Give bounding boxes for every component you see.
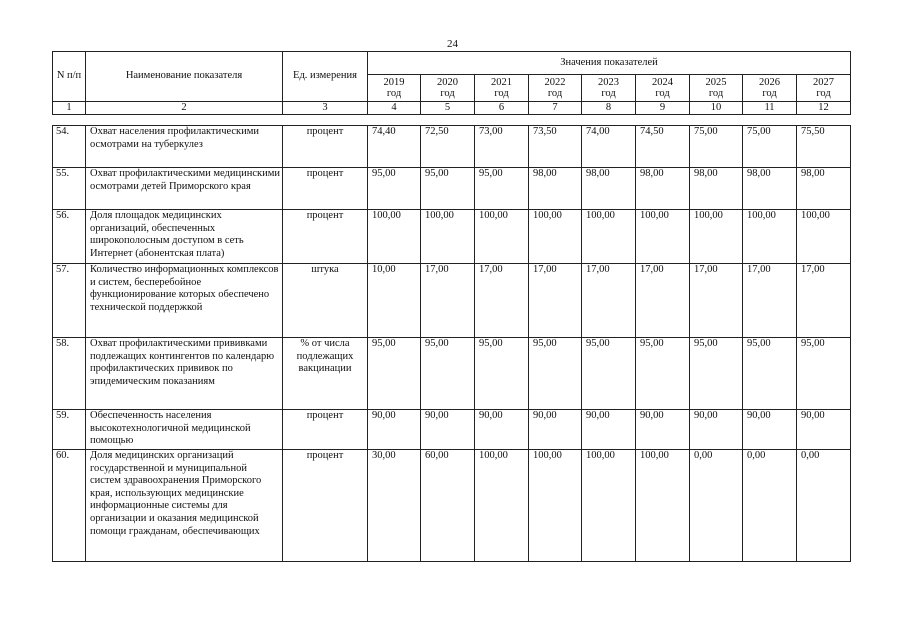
indicator-value: 100,00	[529, 450, 582, 562]
row-number: 54.	[53, 126, 86, 168]
row-number: 55.	[53, 168, 86, 210]
indicator-value: 98,00	[636, 168, 690, 210]
indicator-value: 0,00	[797, 450, 851, 562]
indicator-value: 73,50	[529, 126, 582, 168]
indicator-value: 0,00	[690, 450, 743, 562]
indicator-value: 90,00	[636, 410, 690, 450]
row-number: 56.	[53, 210, 86, 264]
indicator-value: 17,00	[582, 264, 636, 338]
indicator-value: 30,00	[368, 450, 421, 562]
indicator-value: 100,00	[582, 450, 636, 562]
indicator-name: Обеспеченность населения высокотехнологичной медицинской помощью	[86, 410, 283, 450]
column-index: 8	[582, 102, 636, 115]
year-suffix: год	[762, 88, 777, 99]
indicator-value: 100,00	[475, 450, 529, 562]
year-label: 2027	[813, 77, 834, 88]
indicator-name: Охват профилактическими прививками подлежащих контингентов по календарю профилактических прививок по эпидемическим показаниям	[86, 338, 283, 410]
year-suffix: год	[547, 88, 563, 99]
indicator-name: Охват профилактическими медицинскими осмотрами детей Приморского края	[86, 168, 283, 210]
indicator-value: 10,00	[368, 264, 421, 338]
year-label: 2025	[705, 77, 727, 88]
year-suffix: год	[708, 88, 724, 99]
column-index: 4	[368, 102, 421, 115]
table-row	[53, 264, 851, 338]
indicator-value: 90,00	[421, 410, 475, 450]
indicator-value: 98,00	[529, 168, 582, 210]
indicator-value: 95,00	[797, 338, 851, 410]
indicator-value: 95,00	[421, 168, 475, 210]
year-suffix: год	[440, 88, 455, 99]
indicator-value: 100,00	[743, 210, 797, 264]
indicator-name: Доля площадок медицинских организаций, обеспеченных широкополосным доступом в сеть Интернет (абонентская плата)	[86, 210, 283, 264]
unit-of-measure: процент	[283, 210, 368, 264]
indicator-value: 74,50	[636, 126, 690, 168]
indicator-value: 90,00	[690, 410, 743, 450]
year-label: 2026	[759, 77, 780, 88]
column-index: 6	[475, 102, 529, 115]
indicator-value: 100,00	[475, 210, 529, 264]
indicator-value: 95,00	[529, 338, 582, 410]
indicator-value: 90,00	[797, 410, 851, 450]
indicator-value: 17,00	[636, 264, 690, 338]
column-index: 2	[86, 102, 283, 115]
year-header	[636, 75, 690, 102]
indicator-value: 72,50	[421, 126, 475, 168]
row-number: 59.	[53, 410, 86, 450]
indicator-value: 17,00	[743, 264, 797, 338]
indicator-value: 75,50	[797, 126, 851, 168]
indicator-value: 90,00	[582, 410, 636, 450]
year-suffix: год	[386, 88, 402, 99]
indicator-value: 17,00	[421, 264, 475, 338]
row-number: 58.	[53, 338, 86, 410]
indicator-name: Количество информационных комплексов и систем, бесперебойное функционирование которых обеспечено технической поддержкой	[86, 264, 283, 338]
indicator-name: Охват населения профилактическими осмотрами на туберкулез	[86, 126, 283, 168]
unit-of-measure: штука	[283, 264, 368, 338]
table-row	[53, 338, 851, 410]
column-index: 1	[53, 102, 86, 115]
column-index: 9	[636, 102, 690, 115]
header-col-unit: Ед. измерения	[283, 52, 368, 102]
year-suffix: год	[655, 88, 670, 99]
unit-of-measure: процент	[283, 410, 368, 450]
year-label: 2020	[437, 77, 458, 88]
indicator-value: 95,00	[636, 338, 690, 410]
year-label: 2019	[383, 77, 405, 88]
year-suffix: год	[816, 88, 831, 99]
table-row	[53, 168, 851, 210]
page-number: 24	[447, 38, 458, 50]
year-header	[368, 75, 421, 102]
column-index: 7	[529, 102, 582, 115]
indicator-value: 100,00	[421, 210, 475, 264]
indicator-value: 75,00	[743, 126, 797, 168]
year-label: 2023	[598, 77, 619, 88]
year-suffix: год	[494, 88, 509, 99]
column-index: 5	[421, 102, 475, 115]
year-header	[475, 75, 529, 102]
indicator-value: 98,00	[797, 168, 851, 210]
table-row	[53, 410, 851, 450]
year-header	[743, 75, 797, 102]
header-col-name: Наименование показателя	[86, 52, 283, 102]
indicator-value: 100,00	[368, 210, 421, 264]
year-label: 2022	[544, 77, 566, 88]
year-header	[421, 75, 475, 102]
unit-of-measure: процент	[283, 126, 368, 168]
year-header	[797, 75, 851, 102]
table-row	[53, 210, 851, 264]
column-index: 10	[690, 102, 743, 115]
indicator-value: 95,00	[368, 168, 421, 210]
unit-of-measure: процент	[283, 168, 368, 210]
column-index: 12	[797, 102, 851, 115]
indicator-value: 60,00	[421, 450, 475, 562]
indicator-value: 100,00	[636, 210, 690, 264]
indicator-value: 17,00	[690, 264, 743, 338]
indicator-value: 95,00	[421, 338, 475, 410]
indicator-value: 74,00	[582, 126, 636, 168]
year-suffix: год	[601, 88, 616, 99]
indicator-value: 95,00	[475, 168, 529, 210]
row-gap-cell	[53, 115, 851, 126]
year-header	[690, 75, 743, 102]
indicator-value: 73,00	[475, 126, 529, 168]
indicator-value: 90,00	[368, 410, 421, 450]
unit-of-measure: % от числа подлежащих вакцинации	[283, 338, 368, 410]
indicator-value: 90,00	[475, 410, 529, 450]
year-header	[582, 75, 636, 102]
indicator-value: 17,00	[797, 264, 851, 338]
indicator-value: 95,00	[582, 338, 636, 410]
indicator-value: 74,40	[368, 126, 421, 168]
column-index: 11	[743, 102, 797, 115]
indicator-value: 90,00	[529, 410, 582, 450]
indicator-value: 95,00	[690, 338, 743, 410]
indicator-value: 17,00	[529, 264, 582, 338]
indicator-value: 95,00	[475, 338, 529, 410]
indicator-value: 95,00	[368, 338, 421, 410]
indicator-value: 75,00	[690, 126, 743, 168]
header-col-n: N п/п	[53, 52, 86, 102]
header-col-values: Значения показателей	[368, 52, 851, 75]
column-index: 3	[283, 102, 368, 115]
indicator-value: 98,00	[582, 168, 636, 210]
row-gap	[53, 115, 851, 126]
indicator-value: 90,00	[743, 410, 797, 450]
indicator-value: 0,00	[743, 450, 797, 562]
indicators-table	[52, 51, 851, 562]
year-label: 2024	[652, 77, 673, 88]
row-number: 60.	[53, 450, 86, 562]
indicator-value: 17,00	[475, 264, 529, 338]
indicator-value: 100,00	[529, 210, 582, 264]
indicator-value: 100,00	[582, 210, 636, 264]
row-number: 57.	[53, 264, 86, 338]
indicator-value: 100,00	[690, 210, 743, 264]
indicator-value: 98,00	[690, 168, 743, 210]
indicator-value: 100,00	[797, 210, 851, 264]
indicator-value: 98,00	[743, 168, 797, 210]
indicator-value: 95,00	[743, 338, 797, 410]
unit-of-measure: процент	[283, 450, 368, 562]
year-header	[529, 75, 582, 102]
indicator-name: Доля медицинских организаций государственной и муниципальной систем здравоохранения Приморского края, использующих медицинские информационные системы для организации и оказания медицинской помощи гражданам, обеспечивающих	[86, 450, 283, 562]
indicator-value: 100,00	[636, 450, 690, 562]
table-row	[53, 450, 851, 562]
table-row	[53, 126, 851, 168]
year-label: 2021	[491, 77, 512, 88]
